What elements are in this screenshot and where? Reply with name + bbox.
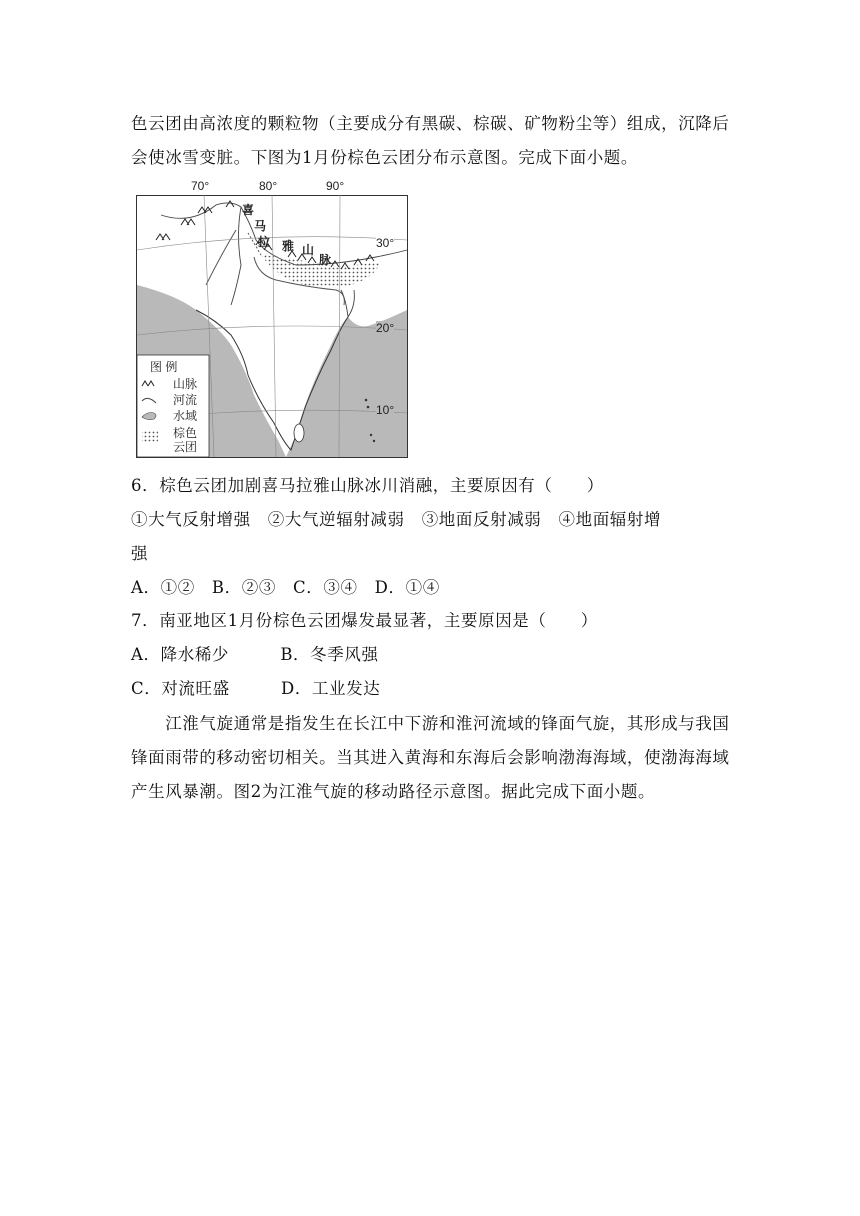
longitude-label-70: 70° bbox=[191, 179, 210, 193]
question-6-options-line-1: ①大气反射增强 ②大气逆辐射减弱 ③地面反射减弱 ④地面辐射增 bbox=[131, 510, 662, 529]
legend-item-mountains: 山脉 bbox=[173, 377, 198, 391]
legend-title: 图 例 bbox=[150, 360, 178, 374]
question-7-options-row-2: C．对流旺盛 D．工业发达 bbox=[131, 679, 381, 698]
legend-item-brown-cloud-2: 云团 bbox=[173, 440, 198, 454]
intro-line-2: 会使冰雪变脏。下图为1月份棕色云团分布示意图。完成下面小题。 bbox=[131, 148, 638, 167]
label-ya: 雅 bbox=[282, 239, 295, 253]
label-xi: 喜 bbox=[242, 203, 255, 217]
label-shan: 山 bbox=[302, 243, 315, 257]
question-6-answers: A．①② B．②③ C．③④ D．①④ bbox=[131, 578, 440, 597]
latitude-label-20: 20° bbox=[376, 321, 395, 335]
passage-line-1: 江淮气旋通常是指发生在长江中下游和淮河流域的锋面气旋，其形成与我国 bbox=[131, 714, 730, 733]
latitude-label-10: 10° bbox=[376, 403, 395, 417]
longitude-label-80: 80° bbox=[259, 179, 278, 193]
brown-cloud-map bbox=[136, 195, 408, 458]
label-la: 拉 bbox=[258, 235, 271, 249]
legend-item-water: 水域 bbox=[173, 409, 198, 423]
question-6-stem: 6．棕色云团加剧喜马拉雅山脉冰川消融，主要原因有（ ） bbox=[131, 476, 604, 495]
longitude-label-90: 90° bbox=[326, 179, 345, 193]
question-7-options-row-1: A．降水稀少 B．冬季风强 bbox=[131, 645, 379, 664]
legend-item-rivers: 河流 bbox=[173, 393, 198, 407]
passage-line-2: 锋面雨带的移动密切相关。当其进入黄海和东海后会影响渤海海域，使渤海海域 bbox=[131, 748, 730, 767]
question-6-options-line-2: 强 bbox=[131, 544, 149, 563]
passage-line-3: 产生风暴潮。图2为江淮气旋的移动路径示意图。据此完成下面小题。 bbox=[131, 782, 656, 801]
sri-lanka bbox=[294, 424, 304, 442]
latitude-label-30: 30° bbox=[376, 236, 395, 250]
label-mai: 脉 bbox=[319, 253, 332, 267]
legend-item-brown-cloud-1: 棕色 bbox=[173, 426, 198, 440]
label-ma: 马 bbox=[254, 219, 267, 233]
question-7-stem: 7．南亚地区1月份棕色云团爆发最显著，主要原因是（ ） bbox=[131, 611, 598, 630]
intro-line-1: 色云团由高浓度的颗粒物（主要成分有黑碳、棕碳、矿物粉尘等）组成，沉降后 bbox=[131, 114, 730, 133]
